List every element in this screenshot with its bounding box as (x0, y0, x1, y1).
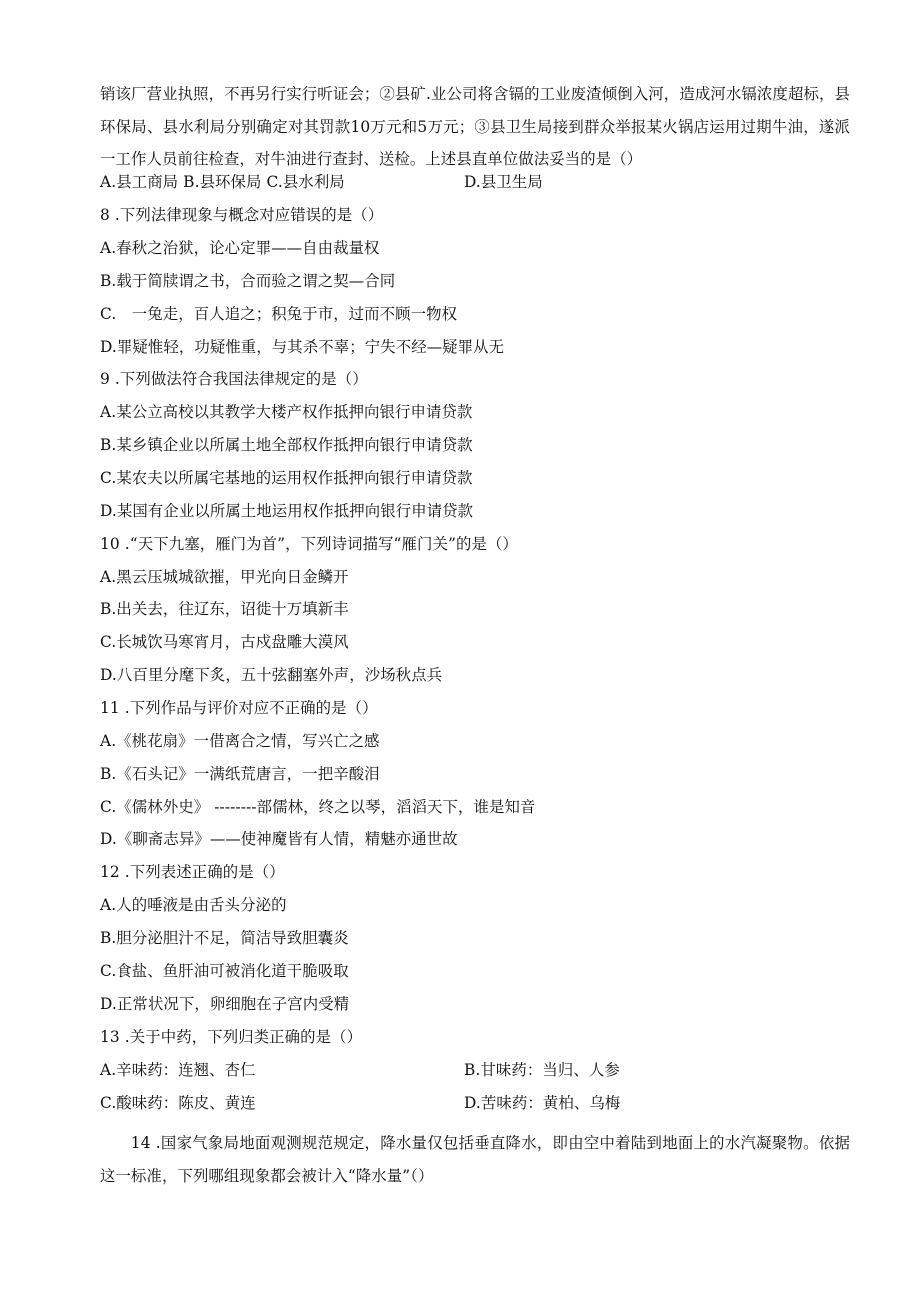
q12-option-c: C.食盐、鱼肝油可被消化道干脆吸取 (100, 962, 349, 980)
q8-option-d: D.罪疑惟轻，功疑惟重，与其杀不辜；宁失不经—疑罪从无 (100, 338, 505, 356)
q7-option-d: D.县卫生局 (464, 173, 543, 191)
q9-stem: 9 .下列做法符合我国法律规定的是（） (100, 370, 368, 388)
q9-option-d: D.某国有企业以所属土地运用权作抵押向银行申请贷款 (100, 502, 474, 520)
q8-option-b: B.载于简牍谓之书，合而验之谓之契—合同 (100, 272, 396, 290)
q9-option-b: B.某乡镇企业以所属土地全部权作抵押向银行申请贷款 (100, 436, 473, 454)
q11-option-d: D.《聊斋志异》——使神魔皆有人情，精魅亦通世故 (100, 830, 458, 848)
q8-option-a: A.春秋之治狱，论心定罪——自由裁量权 (100, 239, 380, 257)
q10-option-a: A.黑云压城城欲摧，甲光向日金鳞开 (100, 568, 349, 586)
q13-option-b: B.甘味药：当归、人参 (464, 1061, 620, 1079)
q12-stem: 12 .下列表述正确的是（） (100, 863, 285, 881)
q8-option-c: C. 一兔走，百人追之；积兔于市，过而不顾一物权 (100, 305, 458, 323)
q13-stem: 13 .关于中药，下列归类正确的是（） (100, 1028, 363, 1046)
q7-stem-continuation: 销该厂营业执照，不再另行实行听证会；②县矿.业公司将含镉的工业废渣倾倒入河，造成河水镉浓度超标，县环保局、县水利局分别确定对其罚款10万元和5万元；③县卫生局接到群众举报某火锅店运用过期牛油，遂派一工作人员前往检查，对牛油进行查封、送检。上述县直单位做法妥当的是（） (100, 85, 850, 168)
q12-option-d: D.正常状况下，卵细胞在子宫内受精 (100, 995, 350, 1013)
q12-option-b: B.胆分泌胆汁不足，简洁导致胆囊炎 (100, 929, 349, 947)
q10-option-d: D.八百里分麾下炙，五十弦翻塞外声，沙场秋点兵 (100, 666, 443, 684)
q9-option-c: C.某农夫以所属宅基地的运用权作抵押向银行申请贷款 (100, 469, 473, 487)
q13-option-c: C.酸味药：陈皮、黄连 (100, 1094, 256, 1112)
q11-option-b: B.《石头记》一满纸荒唐言，一把辛酸泪 (100, 765, 380, 783)
q10-option-b: B.出关去，往辽东，诏徙十万填新丰 (100, 600, 349, 618)
q11-stem: 11 .下列作品与评价对应不正确的是（） (100, 699, 378, 717)
q8-stem: 8 .下列法律现象与概念对应错误的是（） (100, 206, 384, 224)
q13-option-a: A.辛味药：连翘、杏仁 (100, 1061, 256, 1079)
q11-option-a: A.《桃花扇》一借离合之情，写兴亡之感 (100, 732, 380, 750)
q12-option-a: A.人的唾液是由舌头分泌的 (100, 896, 287, 914)
q9-option-a: A.某公立高校以其教学大楼产权作抵押向银行申请贷款 (100, 403, 473, 421)
q11-option-c: C.《儒林外史》 --------部儒林，终之以琴，滔滔天下，谁是知音 (100, 798, 536, 816)
q7-options-abc: A.县工商局 B.县环保局 C.县水利局 (100, 173, 345, 191)
q10-option-c: C.长城饮马寒宵月，古戍盘雕大漠风 (100, 633, 349, 651)
q14-stem: 14 .国家气象局地面观测规范规定，降水量仅包括垂直降水，即由空中着陆到地面上的水汽凝聚物。依据这一标准，下列哪组现象都会被计入“降水量”（） (100, 1134, 850, 1185)
q13-option-d: D.苦味药：黄柏、乌梅 (464, 1094, 621, 1112)
q10-stem: 10 .“天下九塞，雁门为首”，下列诗词描写“雁门关”的是（） (100, 535, 518, 553)
